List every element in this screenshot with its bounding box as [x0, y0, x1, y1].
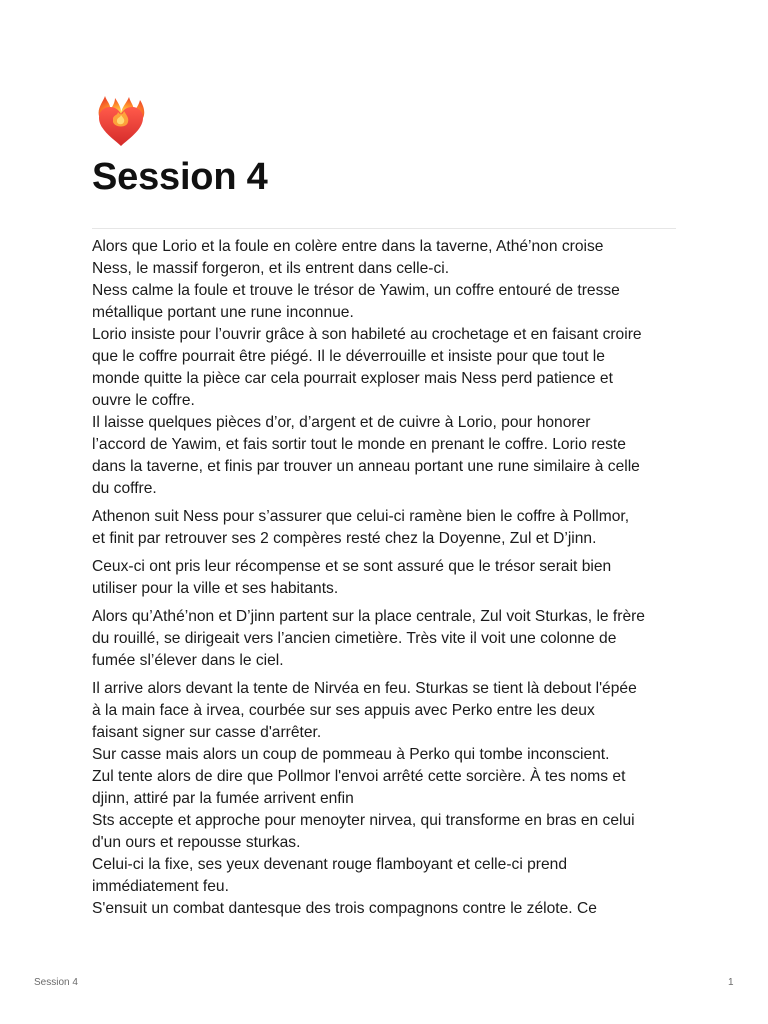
heart-on-fire-icon [93, 94, 149, 150]
paragraph [92, 236, 682, 500]
text-line: et finit par retrouver ses 2 compères resté chez la Doyenne, Zul et D’jinn. [92, 530, 597, 547]
document-body [92, 236, 682, 926]
text-line: d'un ours et repousse sturkas. [92, 834, 301, 851]
text-line: du rouillé, se dirigeait vers l’ancien cimetière. Très vite il voit une colonne de [92, 630, 617, 647]
text-line: Sur casse mais alors un coup de pommeau à Perko qui tombe inconscient. [92, 746, 610, 763]
text-line: dans la taverne, et finis par trouver un anneau portant une rune similaire à celle [92, 458, 640, 475]
text-line: Athenon suit Ness pour s’assurer que celui-ci ramène bien le coffre à Pollmor, [92, 508, 630, 525]
text-line: S'ensuit un combat dantesque des trois compagnons contre le zélote. Ce [92, 900, 597, 917]
text-line: que le coffre pourrait être piégé. Il le déverrouille et insiste pour que tout le [92, 348, 605, 365]
text-line: Ness calme la foule et trouve le trésor de Yawim, un coffre entouré de tresse [92, 282, 620, 299]
footer-page-number: 1 [728, 977, 734, 988]
text-line: Ceux-ci ont pris leur récompense et se sont assuré que le trésor serait bien [92, 558, 612, 575]
text-line: Celui-ci la fixe, ses yeux devenant rouge flamboyant et celle-ci prend [92, 856, 567, 873]
text-line: Il arrive alors devant la tente de Nirvéa en feu. Sturkas se tient là debout l'épée [92, 680, 637, 697]
text-line: Ness, le massif forgeron, et ils entrent dans celle-ci. [92, 260, 450, 277]
footer-doc-title: Session 4 [34, 977, 78, 988]
text-line: ouvre le coffre. [92, 392, 195, 409]
text-line: utiliser pour la ville et ses habitants. [92, 580, 339, 597]
text-line: fumée sl’élever dans le ciel. [92, 652, 284, 669]
text-line: Lorio insiste pour l’ouvrir grâce à son habileté au crochetage et en faisant croire [92, 326, 642, 343]
text-line: Sts accepte et approche pour menoyter nirvea, qui transforme en bras en celui [92, 812, 635, 829]
text-line: faisant signer sur casse d'arrêter. [92, 724, 322, 741]
text-line: à la main face à irvea, courbée sur ses appuis avec Perko entre les deux [92, 702, 595, 719]
text-line: métallique portant une rune inconnue. [92, 304, 354, 321]
paragraph [92, 506, 682, 550]
text-line: djinn, attiré par la fumée arrivent enfin [92, 790, 354, 807]
text-line: monde quitte la pièce car cela pourrait exploser mais Ness perd patience et [92, 370, 613, 387]
text-line: immédiatement feu. [92, 878, 229, 895]
title-divider [92, 228, 676, 229]
paragraph [92, 556, 682, 600]
text-line: du coffre. [92, 480, 157, 497]
text-line: l’accord de Yawim, et fais sortir tout le monde en prenant le coffre. Lorio reste [92, 436, 626, 453]
text-line: Il laisse quelques pièces d’or, d’argent et de cuivre à Lorio, pour honorer [92, 414, 591, 431]
text-line: Alors que Lorio et la foule en colère entre dans la taverne, Athé’non croise [92, 238, 604, 255]
text-line: Zul tente alors de dire que Pollmor l'envoi arrêté cette sorcière. À tes noms et [92, 768, 626, 785]
paragraph [92, 678, 682, 920]
paragraph [92, 606, 682, 672]
text-line: Alors qu’Athé’non et D’jinn partent sur la place centrale, Zul voit Sturkas, le frère [92, 608, 645, 625]
page-title: Session 4 [92, 156, 268, 198]
